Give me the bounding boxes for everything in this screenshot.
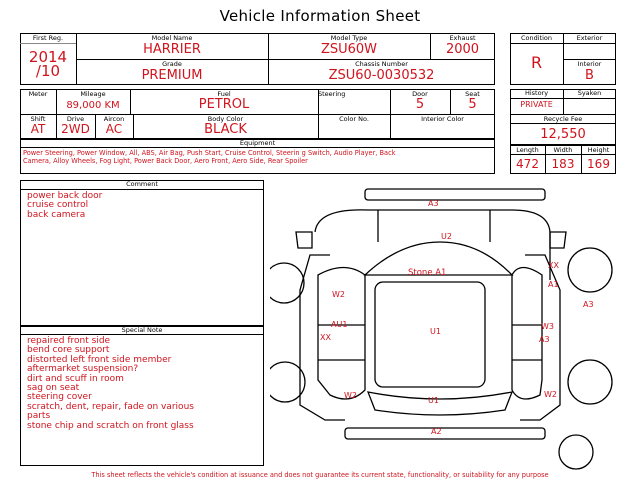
special-note-item: sag on seat bbox=[27, 383, 80, 394]
height-label: Height bbox=[587, 146, 610, 154]
grade-label: Grade bbox=[162, 60, 182, 68]
equipment-label: Equipment bbox=[239, 139, 276, 147]
special-note-label: Special Note bbox=[121, 326, 163, 334]
special-note-item: distorted left front side member bbox=[27, 354, 172, 365]
model-type-label: Model Type bbox=[330, 34, 368, 42]
damage-mark-a3-right2: A3 bbox=[539, 335, 550, 344]
model-name-value: HARRIER bbox=[143, 42, 201, 57]
right-side-panels bbox=[512, 268, 542, 400]
interior-value: B bbox=[585, 68, 594, 83]
comment-label: Comment bbox=[126, 180, 158, 188]
wheel-front-right bbox=[568, 248, 612, 292]
damage-mark-a3-top: A3 bbox=[428, 199, 439, 208]
damage-mark-a2: A2 bbox=[431, 427, 442, 436]
special-note-item: stone chip and scratch on front glass bbox=[27, 420, 194, 431]
right-mirror-shape bbox=[550, 232, 566, 248]
fuel-value: PETROL bbox=[198, 97, 250, 112]
grade-value: PREMIUM bbox=[141, 68, 203, 83]
mileage-label: Mileage bbox=[80, 90, 106, 98]
color-no-label: Color No. bbox=[339, 115, 369, 123]
damage-mark-u2: U2 bbox=[441, 232, 452, 241]
special-note-item: repaired front side bbox=[27, 336, 111, 346]
shift-label: Shift bbox=[30, 115, 46, 123]
seat-value: 5 bbox=[468, 97, 477, 112]
meter-label: Meter bbox=[28, 90, 48, 98]
steering-label: Steering bbox=[318, 90, 346, 98]
rear-window-shape bbox=[368, 392, 512, 415]
width-value: 183 bbox=[551, 157, 575, 171]
mileage-value: 89,000 KM bbox=[66, 100, 120, 111]
car-damage-diagram bbox=[270, 180, 640, 470]
special-note-item: bend core support bbox=[27, 345, 110, 356]
rear-bumper-shape bbox=[345, 428, 545, 439]
left-mirror-shape bbox=[296, 232, 312, 248]
first-reg-label: First Reg. bbox=[32, 34, 64, 42]
fuel-label: Fuel bbox=[217, 90, 231, 98]
body-color-label: Body Color bbox=[207, 115, 244, 123]
special-note-item: steering cover bbox=[27, 392, 92, 403]
sheet-title: Vehicle Information Sheet bbox=[219, 7, 421, 25]
wheel-rear-right bbox=[568, 360, 612, 404]
syaken-label: Syaken bbox=[577, 89, 602, 97]
special-note-item: parts bbox=[27, 411, 51, 422]
special-note-item: scratch, dent, repair, fade on various bbox=[27, 401, 194, 412]
special-note-item: dirt and scuff in room bbox=[27, 373, 124, 384]
condition-value: R bbox=[530, 53, 543, 72]
damage-mark-stone-a1: Stone A1 bbox=[408, 268, 447, 278]
drive-label: Drive bbox=[66, 115, 85, 123]
damage-mark-a3-right: A3 bbox=[583, 300, 594, 309]
damage-mark-w2-bottom-left: W2 bbox=[344, 391, 357, 400]
first-reg-year: 2014 bbox=[28, 48, 68, 66]
equipment-value: Power Steering, Power Window, All, ABS, Air Bag, Push Start, Cruise Control, Steerin g Switch, Audio Player, Back Camera, Alloy Wheels, Fog Light, Power Back Door, Aero Front, Aero Side, Rear Spoiler bbox=[23, 149, 396, 165]
front-bumper-shape bbox=[365, 189, 545, 200]
damage-mark-a1-right: A1 bbox=[548, 280, 559, 289]
disclaimer-footer: This sheet reflects the vehicle's condition at issuance and does not guarantee its current state, functionality, or suitability for any purpose bbox=[91, 471, 549, 479]
door-value: 5 bbox=[415, 97, 425, 112]
aircon-label: Aircon bbox=[103, 115, 125, 123]
width-label: Width bbox=[553, 146, 573, 154]
model-type-value: ZSU60W bbox=[320, 42, 378, 57]
damage-mark-u1-center: U1 bbox=[430, 327, 441, 336]
interior-label: Interior bbox=[577, 60, 602, 68]
shift-value: AT bbox=[30, 122, 46, 136]
history-label: History bbox=[524, 89, 549, 97]
seat-label: Seat bbox=[465, 90, 480, 98]
body-color-value: BLACK bbox=[204, 122, 247, 137]
door-label: Door bbox=[412, 90, 428, 98]
recycle-fee-label: Recycle Fee bbox=[543, 115, 583, 123]
comment-item: cruise control bbox=[27, 200, 89, 211]
drive-value: 2WD bbox=[61, 122, 90, 136]
length-label: Length bbox=[516, 146, 539, 154]
damage-mark-w3: W3 bbox=[541, 322, 554, 331]
wheel-front-left bbox=[270, 263, 304, 303]
aircon-value: AC bbox=[105, 122, 123, 136]
length-value: 472 bbox=[516, 157, 539, 171]
height-value: 169 bbox=[587, 157, 610, 171]
interior-color-label: Interior Color bbox=[421, 115, 464, 123]
history-value: PRIVATE bbox=[520, 100, 553, 109]
spare-wheel bbox=[559, 435, 593, 469]
damage-mark-xx-right: XX bbox=[548, 261, 559, 270]
damage-mark-xx-left: XX bbox=[320, 333, 331, 342]
damage-mark-w2-bottom-right: W2 bbox=[544, 390, 557, 399]
exhaust-label: Exhaust bbox=[449, 34, 476, 42]
chassis-number-value: ZSU60-0030532 bbox=[328, 68, 435, 83]
comment-item: back camera bbox=[27, 209, 86, 220]
special-note-item: aftermarket suspension? bbox=[27, 364, 139, 375]
damage-mark-au1: AU1 bbox=[331, 320, 348, 329]
condition-label: Condition bbox=[520, 34, 553, 42]
model-name-label: Model Name bbox=[151, 34, 193, 42]
special-note-list bbox=[27, 337, 194, 431]
chassis-number-label: Chassis Number bbox=[355, 60, 408, 68]
exterior-label: Exterior bbox=[576, 34, 603, 42]
exhaust-value: 2000 bbox=[445, 42, 480, 57]
comment-list bbox=[27, 192, 102, 220]
damage-mark-w2-left: W2 bbox=[332, 290, 345, 299]
comment-item: power back door bbox=[27, 191, 103, 201]
damage-mark-u1-bottom: U1 bbox=[428, 396, 439, 405]
first-reg-month: /10 bbox=[35, 62, 61, 80]
recycle-fee-value: 12,550 bbox=[540, 127, 586, 142]
